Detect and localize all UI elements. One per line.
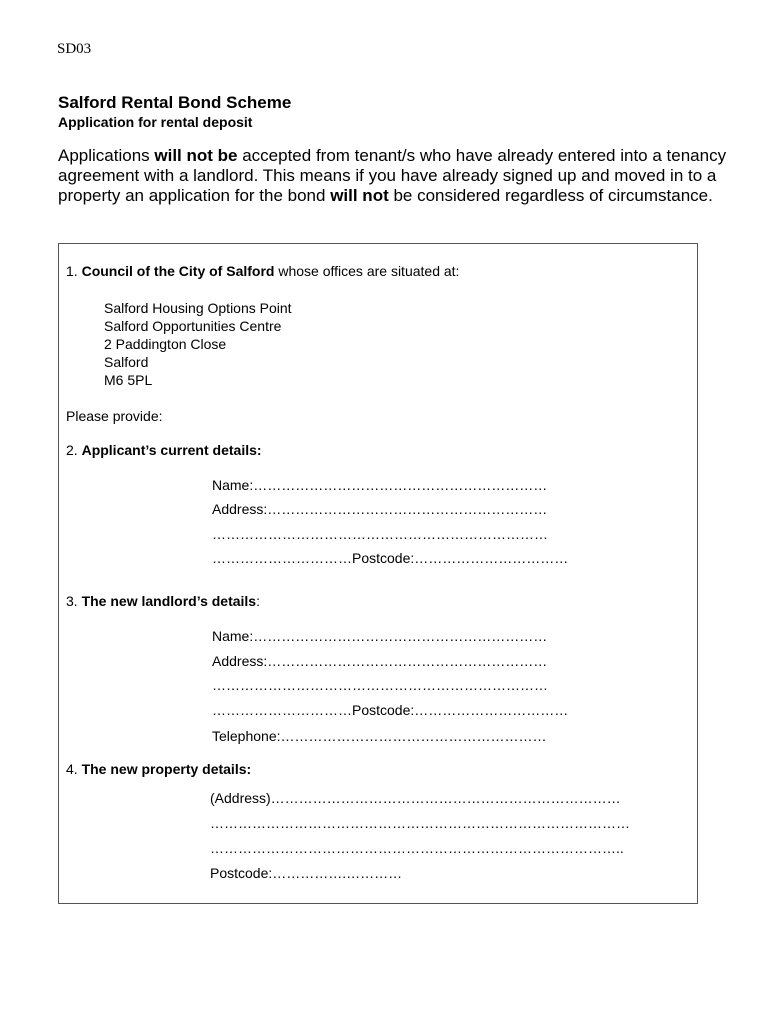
landlord-name-field[interactable]: Name:……………………………………………………… — [212, 628, 548, 644]
section-2-heading — [66, 442, 262, 458]
landlord-telephone-field[interactable]: Telephone:………………………………………………… — [212, 728, 547, 744]
section-4-number: 4. — [66, 761, 82, 777]
applicant-address-field-2[interactable]: ……………………………………………………………… — [212, 526, 548, 542]
notice-text-2: accepted from tenant/s who have already entered into a tenancy agreement with a landlord. This means if you have already signed up and moved in to a property an application for the bond — [58, 146, 727, 205]
section-3-title: The new landlord’s details — [81, 593, 257, 609]
section-1-title: Council of the City of Salford — [81, 263, 275, 279]
section-3-number: 3. — [66, 593, 82, 609]
section-1-heading — [66, 263, 459, 279]
property-address-field[interactable]: (Address)………………………………………………………………… — [210, 790, 621, 806]
applicant-address-field[interactable]: Address:…………………………………………………… — [212, 501, 548, 517]
section-2-number: 2. — [66, 442, 82, 458]
property-postcode-field[interactable]: Postcode:…………….………… — [210, 865, 403, 881]
section-2-title: Applicant’s current details: — [81, 442, 262, 458]
address-line-4: Salford — [104, 354, 149, 370]
applicant-name-field[interactable]: Name:……………………………………………………… — [212, 477, 548, 493]
landlord-address-field[interactable]: Address:…………………………………………………… — [212, 653, 548, 669]
address-line-2: Salford Opportunities Centre — [104, 318, 282, 334]
section-4-heading — [66, 761, 251, 777]
address-line-5: M6 5PL — [104, 372, 153, 388]
page-title: Salford Rental Bond Scheme — [58, 93, 292, 112]
application-form-box — [58, 243, 698, 904]
section-1-number: 1. — [66, 263, 82, 279]
address-line-1: Salford Housing Options Point — [104, 300, 292, 316]
notice-bold-2: will not — [330, 186, 389, 205]
property-address-field-2[interactable]: ……………………………………………………………………………… — [210, 815, 630, 831]
page-subtitle: Application for rental deposit — [58, 114, 253, 130]
eligibility-notice — [58, 146, 738, 206]
section-3-colon: : — [256, 593, 260, 609]
section-3-heading — [66, 593, 260, 609]
landlord-address-field-2[interactable]: ……………………………………………………………… — [212, 677, 548, 693]
landlord-postcode-field[interactable]: …………………………Postcode:…………………………… — [212, 702, 569, 718]
applicant-postcode-field[interactable]: …………………………Postcode:…………………………… — [212, 550, 569, 566]
notice-text-1: Applications — [58, 146, 155, 165]
section-1-text: whose offices are situated at: — [274, 263, 460, 279]
notice-text-3: be considered regardless of circumstance. — [388, 186, 713, 205]
please-provide-label: Please provide: — [66, 408, 163, 424]
document-code: SD03 — [57, 41, 92, 57]
property-address-field-3[interactable]: …………………………………………………………………………….. — [210, 840, 624, 856]
address-line-3: 2 Paddington Close — [104, 336, 227, 352]
section-4-title: The new property details: — [81, 761, 252, 777]
notice-bold-1: will not be — [154, 146, 238, 165]
